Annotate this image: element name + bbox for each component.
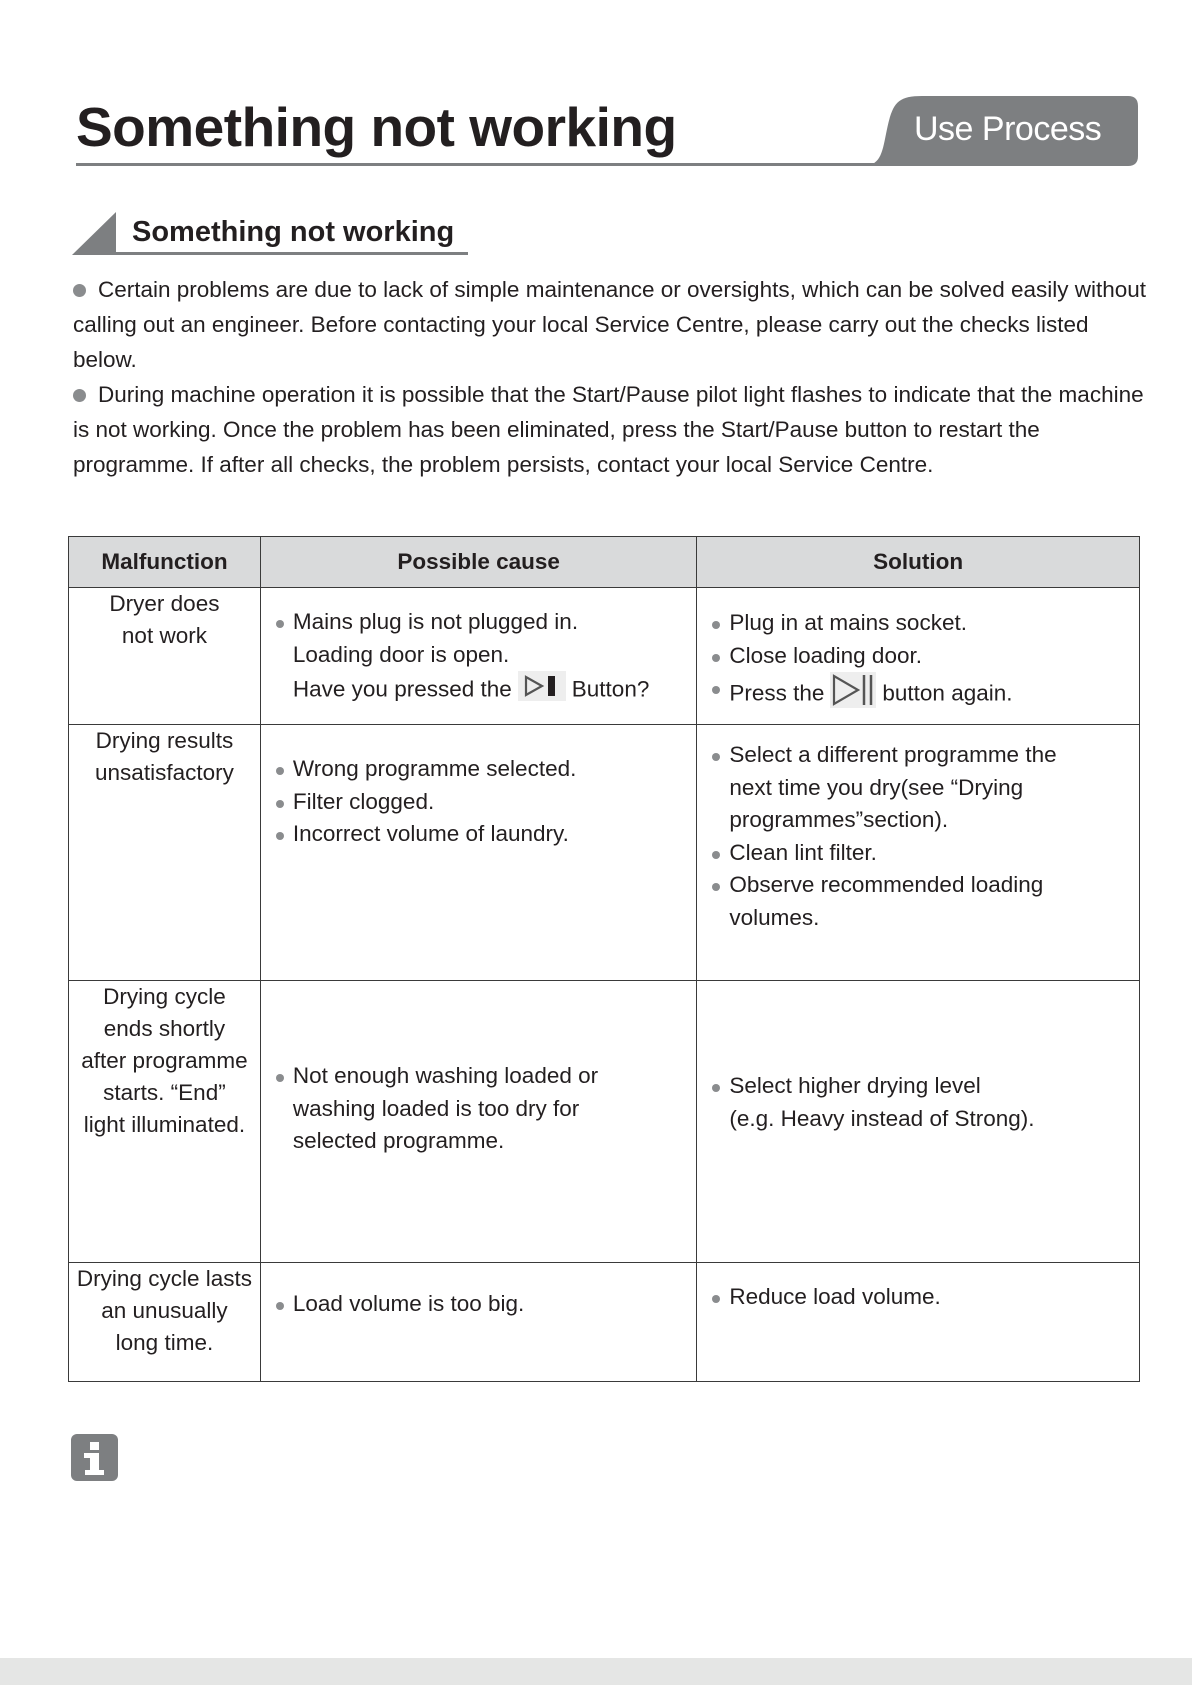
cause-cell bbox=[260, 725, 696, 981]
table-row bbox=[69, 725, 1140, 981]
solution-text: Plug in at mains socket. bbox=[729, 610, 967, 635]
cause-list bbox=[261, 1288, 696, 1321]
solution-text: Close loading door. bbox=[729, 642, 922, 668]
list-item bbox=[697, 837, 1139, 870]
malfunction-text: after programme bbox=[81, 1048, 248, 1073]
list-item bbox=[261, 606, 696, 639]
malfunction-text: long time. bbox=[115, 1330, 214, 1355]
malfunction-text: Dryer does bbox=[109, 591, 220, 616]
title-rule bbox=[76, 163, 876, 166]
cause-list bbox=[261, 753, 696, 851]
list-item bbox=[261, 671, 696, 711]
triangle-marker-icon bbox=[72, 208, 120, 256]
header-malfunction: Malfunction bbox=[69, 537, 261, 588]
cause-list bbox=[261, 606, 696, 711]
cause-text: washing loaded is too dry for bbox=[292, 1095, 580, 1121]
cause-cell bbox=[260, 588, 696, 725]
malfunction-cell bbox=[69, 588, 261, 725]
intro-paragraph-1-text: Certain problems are due to lack of simple maintenance or oversights, which can be solved easily without calling out an engineer. Before contacting your local Service Centre, please carry out the checks listed below. bbox=[73, 277, 1147, 372]
malfunction-text: ends shortly bbox=[103, 1016, 226, 1041]
list-item bbox=[261, 786, 696, 819]
malfunction-text: Drying results bbox=[95, 728, 234, 753]
table-header-row bbox=[69, 537, 1140, 588]
list-item bbox=[261, 753, 696, 786]
list-item bbox=[697, 1070, 1139, 1135]
solution-cell bbox=[697, 1263, 1140, 1382]
solution-cell bbox=[697, 588, 1140, 725]
list-item bbox=[261, 639, 696, 672]
cause-text: Load volume is too big. bbox=[292, 1291, 525, 1316]
solution-text: Select a different programme the bbox=[729, 742, 1057, 767]
solution-text: (e.g. Heavy instead of Strong). bbox=[729, 1105, 1035, 1131]
table-row bbox=[69, 588, 1140, 725]
section-tab-label: Use Process bbox=[914, 110, 1102, 148]
page-title: Something not working bbox=[76, 96, 677, 158]
solution-text: volumes. bbox=[729, 904, 820, 930]
malfunction-text: light illuminated. bbox=[83, 1112, 246, 1137]
solution-cell bbox=[697, 981, 1140, 1263]
solution-text: Clean lint filter. bbox=[729, 839, 877, 865]
intro-text bbox=[73, 272, 1148, 482]
cause-text: Incorrect volume of laundry. bbox=[292, 821, 569, 846]
troubleshooting-table bbox=[68, 536, 1140, 1382]
cause-text: Loading door is open. bbox=[292, 641, 510, 667]
solution-text: Select higher drying level bbox=[729, 1073, 981, 1098]
header-solution: Solution bbox=[697, 537, 1140, 588]
cause-text: Have you pressed the bbox=[292, 676, 512, 702]
info-icon bbox=[71, 1434, 118, 1486]
malfunction-text: Drying cycle bbox=[103, 984, 226, 1009]
solution-text: Observe recommended loading bbox=[729, 872, 1044, 897]
solution-cell bbox=[697, 725, 1140, 981]
table-row bbox=[69, 1263, 1140, 1382]
solution-list bbox=[697, 739, 1139, 934]
cause-text: selected programme. bbox=[292, 1128, 505, 1153]
table-row bbox=[69, 981, 1140, 1263]
solution-list bbox=[697, 1070, 1139, 1135]
start-pause-icon bbox=[518, 671, 566, 711]
subheading-text: Something not working bbox=[132, 216, 455, 248]
list-item bbox=[261, 1288, 696, 1321]
malfunction-text: unsatisfactory bbox=[95, 760, 234, 785]
cause-cell bbox=[260, 1263, 696, 1382]
cause-text: Not enough washing loaded or bbox=[292, 1063, 599, 1088]
intro-paragraph-1 bbox=[73, 272, 1148, 377]
cause-text: Wrong programme selected. bbox=[292, 756, 577, 781]
list-item bbox=[697, 672, 1139, 718]
list-item bbox=[261, 818, 696, 851]
cause-text: Filter clogged. bbox=[292, 788, 435, 814]
malfunction-cell bbox=[69, 981, 261, 1263]
malfunction-text: an unusually bbox=[101, 1298, 228, 1323]
list-item bbox=[697, 1281, 1139, 1314]
malfunction-cell bbox=[69, 1263, 261, 1382]
solution-list bbox=[697, 607, 1139, 718]
list-item bbox=[697, 869, 1139, 934]
cause-cell bbox=[260, 981, 696, 1263]
malfunction-cell bbox=[69, 725, 261, 981]
cause-text: Mains plug is not plugged in. bbox=[292, 609, 579, 634]
intro-paragraph-2 bbox=[73, 377, 1148, 482]
bullet-icon bbox=[73, 389, 86, 402]
subheading-rule bbox=[112, 252, 468, 255]
list-item bbox=[261, 1060, 696, 1158]
cause-text: Button? bbox=[571, 676, 650, 702]
list-item bbox=[697, 607, 1139, 640]
solution-text: Reduce load volume. bbox=[729, 1284, 941, 1309]
start-pause-icon bbox=[830, 672, 876, 718]
bullet-icon bbox=[73, 284, 86, 297]
malfunction-text: starts. “End” bbox=[103, 1080, 226, 1105]
solution-list bbox=[697, 1281, 1139, 1314]
list-item bbox=[697, 739, 1139, 837]
section-subheading bbox=[72, 208, 472, 258]
section-tab bbox=[862, 94, 1140, 168]
solution-text: next time you dry(see “Drying bbox=[729, 774, 1024, 800]
intro-paragraph-2-text: During machine operation it is possible that the Start/Pause pilot light flashes to indicate that the machine is not working. Once the problem has been eliminated, press the Start/Pause button to restart the programme. If after all checks, the problem persists, contact your local Service Centre. bbox=[73, 382, 1144, 477]
list-item bbox=[697, 640, 1139, 673]
malfunction-text: not work bbox=[121, 623, 207, 648]
header-possible-cause: Possible cause bbox=[260, 537, 696, 588]
solution-text: button again. bbox=[882, 680, 1013, 706]
footer-band bbox=[0, 1658, 1192, 1685]
malfunction-text: Drying cycle lasts bbox=[76, 1266, 252, 1291]
cause-list bbox=[261, 1060, 696, 1158]
solution-text: programmes”section). bbox=[729, 807, 949, 832]
solution-text: Press the bbox=[729, 680, 825, 706]
